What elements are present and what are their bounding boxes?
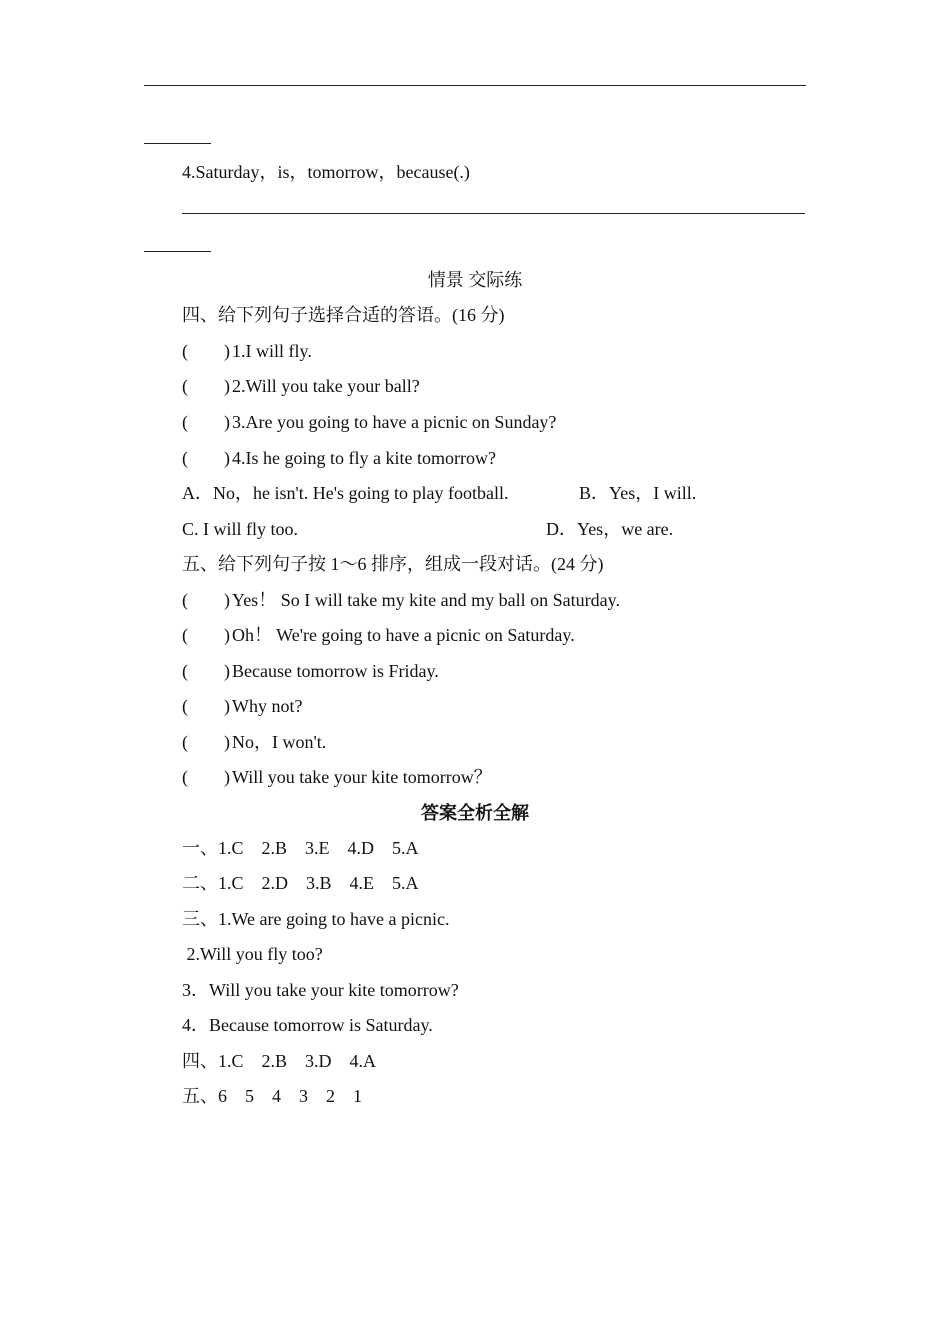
answer-line-8: 五、6 5 4 3 2 1 <box>182 1086 362 1106</box>
answer-blank[interactable]: ( ) <box>182 625 230 645</box>
answer-line-tail <box>144 251 211 252</box>
answer-blank[interactable]: ( ) <box>182 732 230 752</box>
section-5-heading: 五、给下列句子按 1～6 排序，组成一段对话。(24 分) <box>182 554 604 574</box>
section-4-item <box>182 375 420 397</box>
answer-blank[interactable]: ( ) <box>182 661 230 681</box>
section-5-item <box>182 589 620 611</box>
option-b: B．Yes，I will. <box>579 483 697 503</box>
answer-blank[interactable]: ( ) <box>182 448 230 468</box>
item-text: 2.Will you take your ball? <box>232 376 420 396</box>
answer-blank[interactable]: ( ) <box>182 696 230 716</box>
section-4-heading: 四、给下列句子选择合适的答语。(16 分) <box>182 305 505 325</box>
answer-blank[interactable]: ( ) <box>182 412 230 432</box>
answer-line-5: 3．Will you take your kite tomorrow? <box>182 980 459 1000</box>
answer-blank[interactable]: ( ) <box>182 590 230 610</box>
item-text: Oh！ We're going to have a picnic on Saturday. <box>232 625 575 645</box>
section-5-item <box>182 695 302 717</box>
item-text: Yes！ So I will take my kite and my ball on Saturday. <box>232 590 620 610</box>
item-text: No，I won't. <box>232 732 327 752</box>
answer-line <box>182 213 805 214</box>
answer-line-1: 一、1.C 2.B 3.E 4.D 5.A <box>182 838 419 858</box>
section-5-item <box>182 660 439 682</box>
answer-blank[interactable]: ( ) <box>182 341 230 361</box>
item-text: Will you take your kite tomorrow？ <box>232 767 492 787</box>
answer-line-2: 二、1.C 2.D 3.B 4.E 5.A <box>182 873 419 893</box>
answers-title: 答案全析全解 <box>421 803 529 823</box>
answer-blank[interactable]: ( ) <box>182 376 230 396</box>
item-text: 1.I will fly. <box>232 341 312 361</box>
item-text: Because tomorrow is Friday. <box>232 661 439 681</box>
answer-line-7: 四、1.C 2.B 3.D 4.A <box>182 1051 377 1071</box>
answer-line-6: 4．Because tomorrow is Saturday. <box>182 1015 433 1035</box>
item-text: 4.Is he going to fly a kite tomorrow? <box>232 448 496 468</box>
answer-line <box>144 85 806 86</box>
section-title: 情景 交际练 <box>427 270 523 290</box>
answer-line-tail <box>144 143 211 144</box>
section-5-item <box>182 731 326 753</box>
question-3-4: 4.Saturday，is，tomorrow，because(.) <box>182 162 470 182</box>
section-5-item <box>182 624 575 646</box>
answer-line-3: 三、1.We are going to have a picnic. <box>182 909 450 929</box>
section-4-item <box>182 340 312 362</box>
option-d: D．Yes，we are. <box>546 519 674 539</box>
item-text: 3.Are you going to have a picnic on Sunday? <box>232 412 557 432</box>
answer-blank[interactable]: ( ) <box>182 767 230 787</box>
section-4-item <box>182 447 496 469</box>
answer-line-4: 2.Will you fly too? <box>182 944 323 964</box>
item-text: Why not? <box>232 696 303 716</box>
section-5-item <box>182 766 492 788</box>
section-4-item <box>182 411 556 433</box>
option-c: C. I will fly too. <box>182 519 298 539</box>
option-a: A．No，he isn't. He's going to play football. <box>182 483 509 503</box>
